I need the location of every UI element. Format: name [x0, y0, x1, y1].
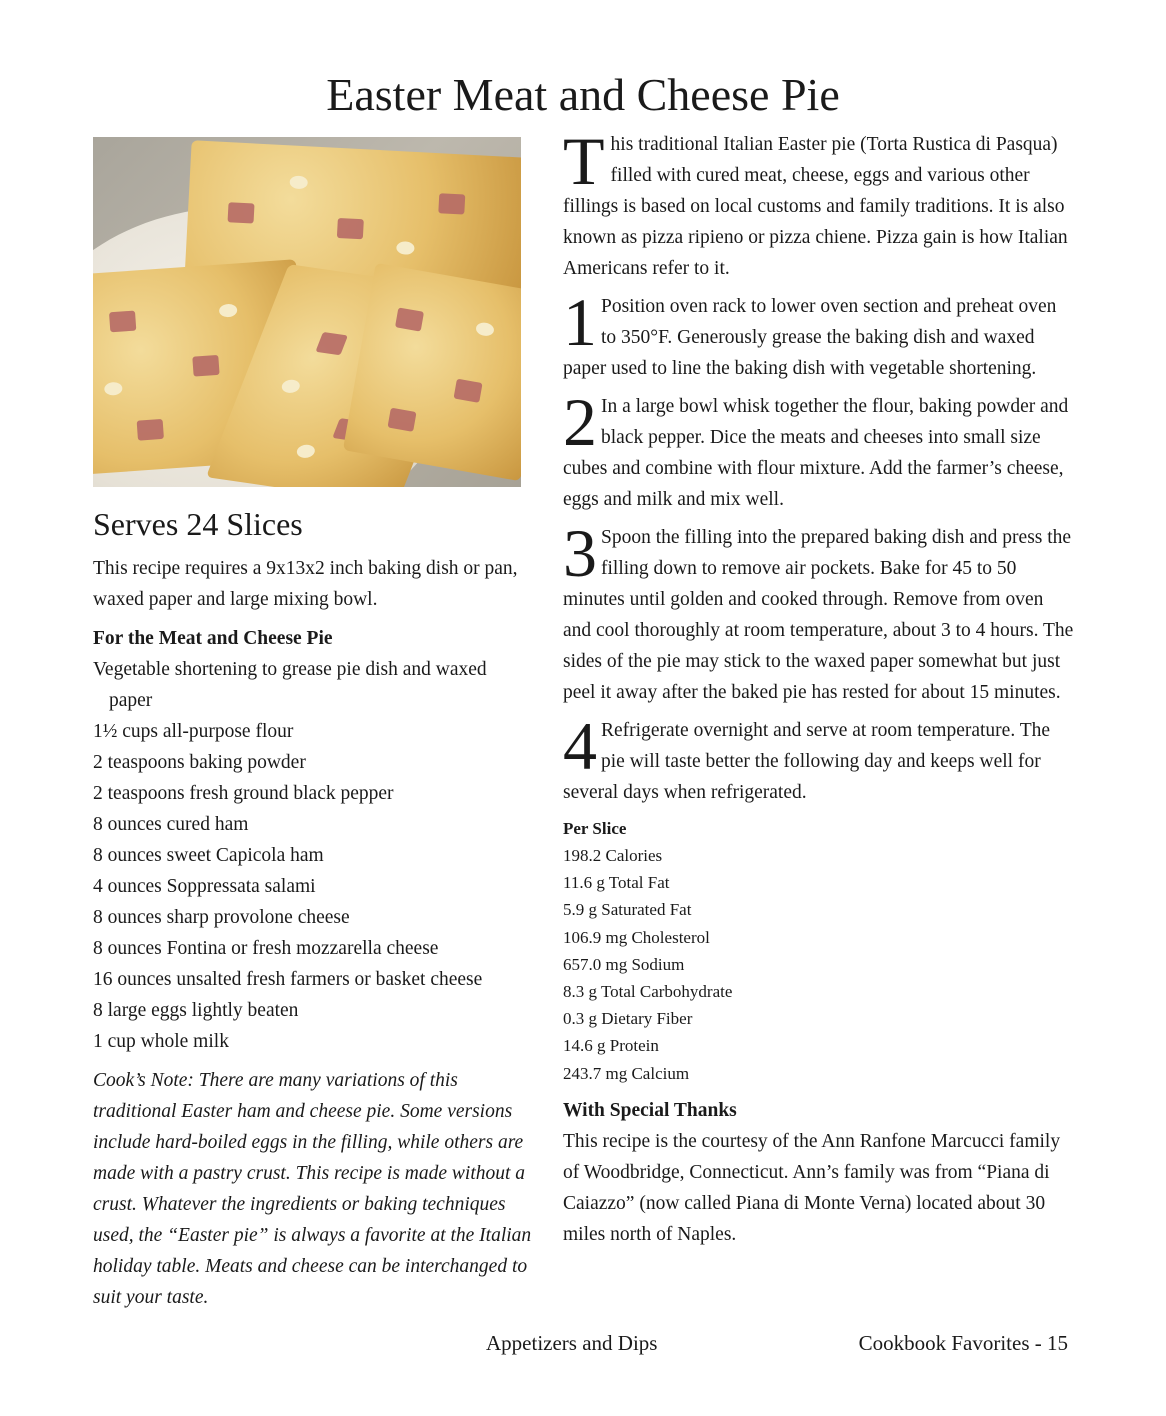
- nutrition-heading: Per Slice: [563, 819, 627, 838]
- nutrition-item: 243.7 mg Calcium: [563, 1063, 690, 1083]
- step-text: Refrigerate overnight and serve at room temperature. The pie will taste better the following day and keeps well for several days when refrigerated.: [563, 720, 1051, 803]
- nutrition-item: 657.0 mg Sodium: [563, 954, 685, 974]
- ingredients-heading: For the Meat and Cheese Pie: [93, 628, 333, 649]
- ingredient-item: Vegetable shortening to grease pie dish and waxed paper: [93, 659, 487, 711]
- ingredients-list: [93, 654, 533, 1057]
- step-1: [563, 284, 1075, 384]
- ingredient-item: 4 ounces Soppressata salami: [93, 876, 316, 897]
- ingredient-item: 8 ounces sweet Capicola ham: [93, 845, 324, 866]
- step-3: [563, 515, 1075, 708]
- step-4: [563, 708, 1075, 808]
- step-text: In a large bowl whisk together the flour, baking powder and black pepper. Dice the meats and cheeses into small size cubes and combine with flour mixture. Add the farmer’s cheese, eggs and milk and mix well.: [563, 396, 1069, 510]
- left-column: [93, 553, 533, 1313]
- step-number: 2: [563, 384, 597, 460]
- requirements-text: This recipe requires a 9x13x2 inch baking dish or pan, waxed paper and large mixing bowl.: [93, 558, 518, 610]
- ingredient-item: 8 ounces sharp provolone cheese: [93, 907, 350, 928]
- intro-paragraph: [563, 123, 1075, 284]
- ingredient-item: 16 ounces unsalted fresh farmers or basket cheese: [93, 969, 483, 990]
- step-number: 4: [563, 708, 597, 784]
- nutrition-item: 14.6 g Protein: [563, 1036, 659, 1056]
- step-number: 3: [563, 515, 597, 591]
- nutrition-item: 106.9 mg Cholesterol: [563, 927, 710, 947]
- ingredient-item: 8 large eggs lightly beaten: [93, 1000, 299, 1021]
- nutrition-item: 0.3 g Dietary Fiber: [563, 1009, 693, 1029]
- step-2: [563, 384, 1075, 515]
- ingredient-item: 2 teaspoons fresh ground black pepper: [93, 783, 394, 804]
- thanks-heading: With Special Thanks: [563, 1099, 737, 1121]
- ingredient-item: 1 cup whole milk: [93, 1031, 229, 1052]
- step-number: 1: [563, 284, 597, 360]
- nutrition-list: [563, 842, 1075, 1087]
- footer-section: Appetizers and Dips: [486, 1331, 658, 1355]
- nutrition-item: 11.6 g Total Fat: [563, 873, 670, 893]
- ingredient-item: 8 ounces cured ham: [93, 814, 249, 835]
- nutrition-item: 8.3 g Total Carbohydrate: [563, 982, 733, 1002]
- cooks-note: Cook’s Note: There are many variations of this traditional Easter ham and cheese pie. Some versions include hard-boiled eggs in the filling, while others are made with a pastry crust. This recipe is made without a crust. Whatever the ingredients or baking techniques used, the “Easter pie” is always a favorite at the Italian holiday table. Meats and cheese can be interchanged to suit your taste.: [93, 1070, 532, 1308]
- step-text: Position oven rack to lower oven section and preheat oven to 350°F. Generously grease the baking dish and waxed paper used to line the baking dish with vegetable shortening.: [563, 296, 1057, 379]
- ingredient-item: 8 ounces Fontina or fresh mozzarella cheese: [93, 938, 439, 959]
- footer-page-number: Cookbook Favorites - 15: [858, 1331, 1068, 1355]
- nutrition-item: 198.2 Calories: [563, 846, 663, 865]
- drop-cap: T: [563, 123, 605, 199]
- servings-heading: Serves 24 Slices: [93, 506, 303, 542]
- step-text: Spoon the filling into the prepared baking dish and press the filling down to remove air pockets. Bake for 45 to 50 minutes until golden and cooked through. Remove from oven and cool thoroughly at room temperature, about 3 to 4 hours. The sides of the pie may stick to the waxed paper somewhat but just peel it away after the baked pie has rested for about 15 minutes.: [563, 527, 1074, 703]
- right-column: [563, 123, 1075, 1250]
- pie-photo: [93, 137, 521, 487]
- nutrition-item: 5.9 g Saturated Fat: [563, 900, 692, 920]
- thanks-text: This recipe is the courtesy of the Ann Ranfone Marcucci family of Woodbridge, Connecticut. Ann’s family was from “Piana di Caiazzo” (now called Piana di Monte Verna) located about 30 miles north of Naples.: [563, 1130, 1061, 1245]
- pie-slice: [343, 263, 521, 481]
- ingredient-item: 1½ cups all-purpose flour: [93, 721, 294, 742]
- page-title: Easter Meat and Cheese Pie: [326, 69, 840, 120]
- ingredient-item: 2 teaspoons baking powder: [93, 752, 306, 773]
- intro-text: his traditional Italian Easter pie (Torta Rustica di Pasqua) filled with cured meat, cheese, eggs and various other fillings is based on local customs and family traditions. It is also known as pizza ripieno or pizza chiene. Pizza gain is how Italian Americans refer to it.: [563, 134, 1068, 279]
